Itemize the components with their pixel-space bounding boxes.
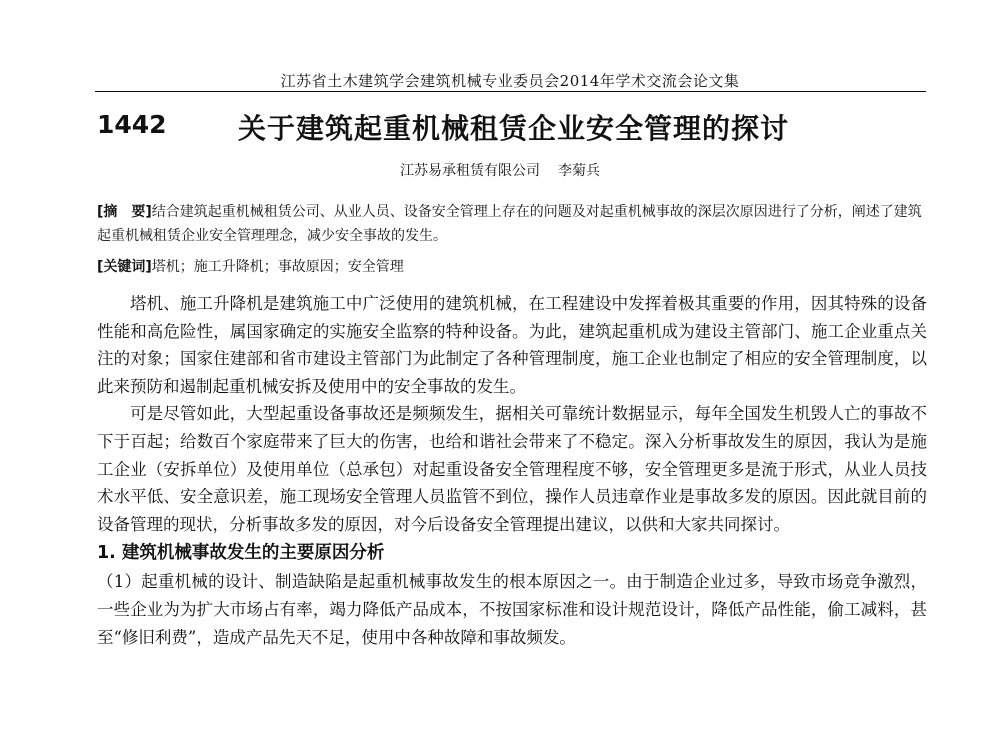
abstract-text: 结合建筑起重机械租赁公司、从业人员、设备安全管理上存在的问题及对起重机械事故的深层次原因进行了分析，阐述了建筑起重机械租赁企业安全管理理念，减少安全事故的发生。 bbox=[97, 204, 922, 244]
abstract-label: [摘 要] bbox=[97, 204, 152, 220]
author-name: 李菊兵 bbox=[558, 163, 600, 179]
paper-number: 1442 bbox=[97, 110, 167, 139]
abstract bbox=[97, 200, 927, 248]
body-paragraph: （1）起重机械的设计、制造缺陷是起重机械事故发生的根本原因之一。由于制造企业过多，导致市场竞争激烈，一些企业为为扩大市场占有率，竭力降低产品成本，不按国家标准和设计规范设计，降低产品性能，偷工减料，甚至“修旧利费”，造成产品先天不足，使用中各种故障和事故频发。 bbox=[97, 572, 927, 647]
running-header: 江苏省土木建筑学会建筑机械专业委员会2014年学术交流会论文集 bbox=[280, 72, 740, 90]
body-paragraph: 塔机、施工升降机是建筑施工中广泛使用的建筑机械，在工程建设中发挥着极其重要的作用，因其特殊的设备性能和高危险性，属国家确定的实施安全监察的特种设备。为此，建筑起重机成为建设主管部门、施工企业重点关注的对象；国家住建部和省市建设主管部门为此制定了各种管理制度，施工企业也制定了相应的安全管理制度，以此来预防和遏制起重机械安拆及使用中的安全事故的发生。 bbox=[97, 294, 927, 396]
header-divider bbox=[95, 91, 926, 92]
body-text bbox=[97, 290, 927, 651]
body-paragraph: 可是尽管如此，大型起重设备事故还是频频发生，据相关可靠统计数据显示，每年全国发生机毁人亡的事故不下于百起；给数百个家庭带来了巨大的伤害，也给和谐社会带来了不稳定。深入分析事故发生的原因，我认为是施工企业（安拆单位）及使用单位（总承包）对起重设备安全管理程度不够，安全管理更多是流于形式，从业人员技术水平低、安全意识差，施工现场安全管理人员监管不到位，操作人员违章作业是事故多发的原因。因此就目前的设备管理的现状，分析事故多发的原因，对今后设备安全管理提出建议，以供和大家共同探讨。 bbox=[97, 404, 927, 534]
paper-title: 关于建筑起重机械租赁企业安全管理的探讨 bbox=[238, 112, 790, 145]
affiliation: 江苏易承租赁有限公司 bbox=[400, 163, 540, 179]
section-heading: 1. 建筑机械事故发生的主要原因分析 bbox=[97, 543, 385, 564]
author-line bbox=[0, 160, 1000, 180]
keywords-text: 塔机；施工升降机；事故原因；安全管理 bbox=[151, 259, 404, 275]
keywords-label: [关键词] bbox=[97, 259, 152, 275]
keywords bbox=[97, 256, 927, 278]
